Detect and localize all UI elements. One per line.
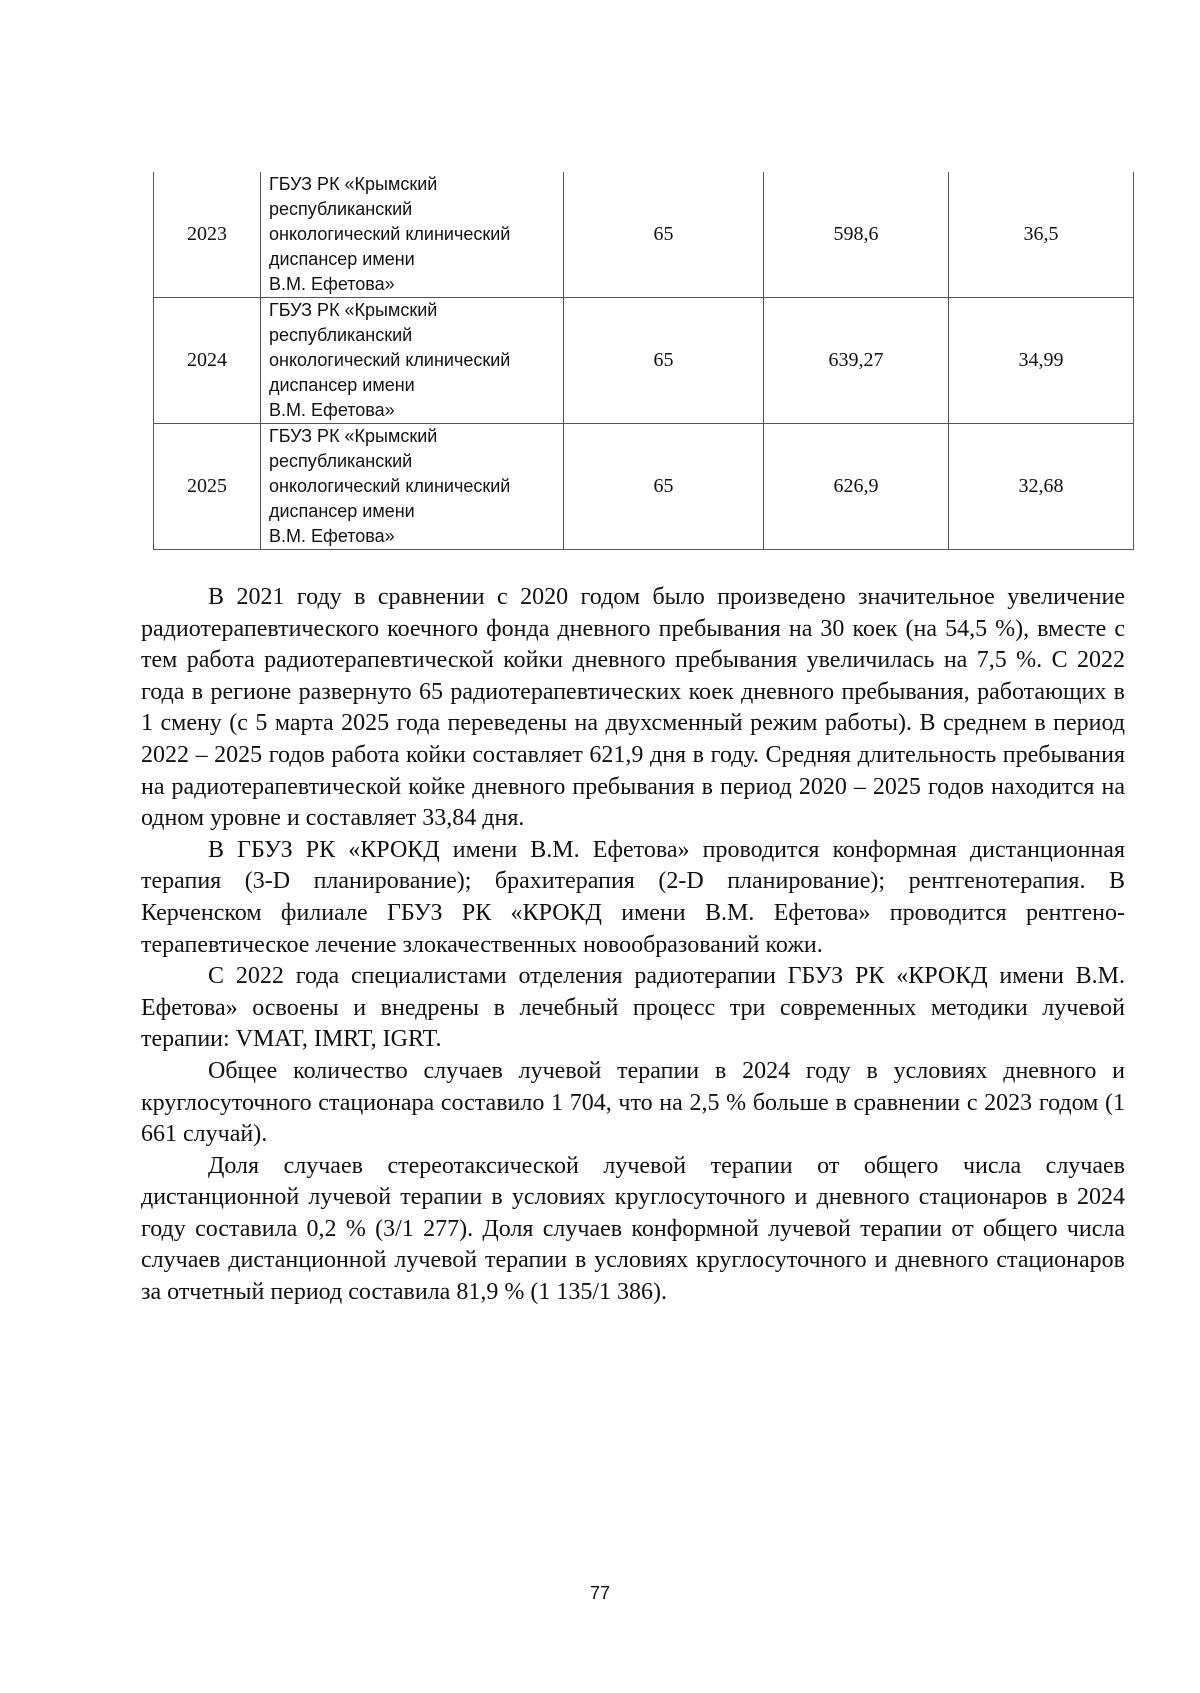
radiotherapy-beds-table [153,172,1134,550]
year-cell: 2024 [154,298,261,424]
body-text [141,582,1125,1309]
year-cell: 2023 [154,172,261,298]
page-number: 77 [589,1583,611,1603]
table-row [154,172,1134,298]
organization-cell: ГБУЗ РК «Крымский республиканский онкологический клинический диспансер имени В.М. Ефетова» [261,298,564,424]
year-cell: 2025 [154,424,261,550]
paragraph: Доля случаев стереотаксической лучевой терапии от общего числа случаев дистанционной лучевой терапии в условиях круглосуточного и дневного стационаров в 2024 году составила 0,2 % (3/1 277). Доля случаев конформной лучевой терапии от общего числа случаев дистанционной лучевой терапии в условиях круглосуточного и дневного стационаров за отчетный период составила 81,9 % (1 135/1 386). [141,1152,1125,1306]
paragraph: В ГБУЗ РК «КРОКД имени В.М. Ефетова» проводится конформная дистанционная терапия (3-D планирование); брахитерапия (2-D планирование); рентгенотерапия. В Керченском филиале ГБУЗ РК «КРОКД имени В.М. Ефетова» проводится рентгено-терапевтическое лечение злокачественных новообразований кожи. [141,836,1125,958]
paragraph: В 2021 году в сравнении с 2020 годом было произведено значительное увеличение радиотерапевтического коечного фонда дневного пребывания на 30 коек (на 54,5 %), вместе с тем работа радиотерапевтической койки дневного пребывания увеличилась на 7,5 %. С 2022 года в регионе развернуто 65 радиотерапевтических коек дневного пребывания, работающих в 1 смену (с 5 марта 2025 года переведены на двухсменный режим работы). В среднем в период 2022 – 2025 годов работа койки составляет 621,9 дня в году. Средняя длительность пребывания на радиотерапевтической койке дневного пребывания в период 2020 – 2025 годов находится на одном уровне и составляет 33,84 дня. [141,584,1125,832]
bed-work-cell: 626,9 [764,424,949,550]
stay-length-cell: 32,68 [949,424,1134,550]
stay-length-cell: 34,99 [949,298,1134,424]
paragraph: С 2022 года специалистами отделения радиотерапии ГБУЗ РК «КРОКД имени В.М. Ефетова» освоены и внедрены в лечебный процесс три современных методики лучевой терапии: VMAT, IMRT, IGRT. [141,963,1125,1053]
table-row [154,298,1134,424]
organization-cell: ГБУЗ РК «Крымский республиканский онкологический клинический диспансер имени В.М. Ефетова» [261,424,564,550]
bed-work-cell: 598,6 [764,172,949,298]
beds-cell: 65 [564,298,764,424]
beds-cell: 65 [564,424,764,550]
table-row [154,424,1134,550]
bed-work-cell: 639,27 [764,298,949,424]
stay-length-cell: 36,5 [949,172,1134,298]
organization-cell: ГБУЗ РК «Крымский республиканский онкологический клинический диспансер имени В.М. Ефетова» [261,172,564,298]
paragraph: Общее количество случаев лучевой терапии в 2024 году в условиях дневного и круглосуточного стационара составило 1 704, что на 2,5 % больше в сравнении с 2023 годом (1 661 случай). [141,1057,1125,1148]
beds-cell: 65 [564,172,764,298]
